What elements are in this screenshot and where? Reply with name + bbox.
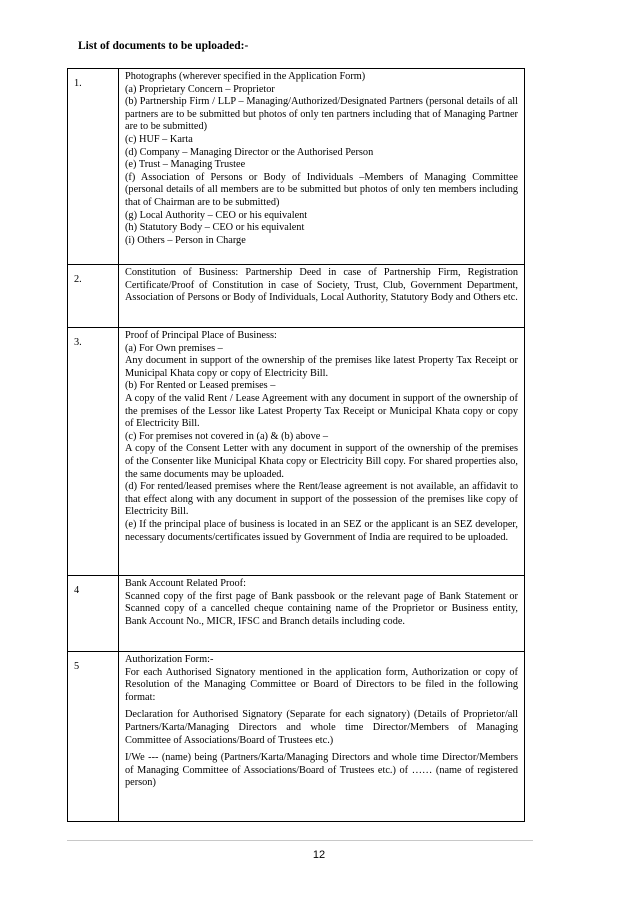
row-3-line: (b) For Rented or Leased premises – bbox=[125, 380, 276, 392]
row-1-line: Photographs (wherever specified in the Application Form) bbox=[125, 71, 366, 82]
row-1-line: (g) Local Authority – CEO or his equivalent bbox=[125, 209, 308, 221]
row-content bbox=[119, 69, 525, 265]
row-number: 1. bbox=[68, 69, 119, 265]
footer-divider bbox=[67, 840, 533, 841]
row-3-line: (c) For premises not covered in (a) & (b) above – bbox=[125, 430, 329, 442]
row-1-line: (e) Trust – Managing Trustee bbox=[125, 159, 246, 171]
table-row-5 bbox=[68, 652, 525, 822]
table-row-2 bbox=[68, 265, 525, 328]
row-1-line: (f) Association of Persons or Body of Individuals –Members of Managing Committee (personal details of all members are to be submitted but photos of only ten members including that of Chairman are to be submitted) bbox=[125, 171, 518, 208]
row-1-line: (i) Others – Person in Charge bbox=[125, 234, 246, 246]
row-1-line: (h) Statutory Body – CEO or his equivalent bbox=[125, 222, 305, 234]
document-heading: List of documents to be uploaded:- bbox=[78, 40, 249, 52]
row-3-line: (d) For rented/leased premises where the Rent/lease agreement is not available, an affidavit to that effect along with any document in support of the possession of the premises like copy of Electricity Bill. bbox=[125, 481, 518, 518]
row-1-line: (d) Company – Managing Director or the Authorised Person bbox=[125, 146, 374, 158]
table-row-3 bbox=[68, 328, 525, 576]
row-1-line: (b) Partnership Firm / LLP – Managing/Authorized/Designated Partners (personal details of all partners are to be submitted but photos of only ten partners including that of Managing Partner are to be submitted) bbox=[125, 96, 518, 133]
row-3-line: A copy of the valid Rent / Lease Agreement with any document in support of the ownership of the premises of the Lessor like Latest Property Tax Receipt or Municipal Khata copy or copy of Electricity Bill. bbox=[125, 392, 518, 430]
row-2-line: Constitution of Business: Partnership Deed in case of Partnership Firm, Registration Certificate/Proof of Constitution in case of Society, Trust, Club, Government Department, Association of Persons or Body of Individuals, Local Authority, Statutory Body and Others etc. bbox=[125, 267, 518, 304]
row-number: 4 bbox=[68, 576, 119, 652]
row-3-line: (a) For Own premises – bbox=[125, 342, 223, 354]
row-content bbox=[119, 328, 525, 576]
row-content bbox=[119, 576, 525, 652]
row-1-line: (a) Proprietary Concern – Proprietor bbox=[125, 83, 275, 95]
documents-table bbox=[67, 68, 525, 822]
table-row-1 bbox=[68, 69, 525, 265]
row-number: 5 bbox=[68, 652, 119, 822]
row-number: 3. bbox=[68, 328, 119, 576]
table-row-4 bbox=[68, 576, 525, 652]
page-number: 12 bbox=[312, 849, 326, 861]
row-content bbox=[119, 265, 525, 328]
row-4-line: Bank Account Related Proof: bbox=[125, 578, 246, 589]
row-3-line: Proof of Principal Place of Business: bbox=[125, 330, 277, 341]
row-3-line: A copy of the Consent Letter with any document in support of the ownership of the premises of the Consenter like Municipal Khata copy or Electricity Bill copy. For shared properties also, the same documents may be uploaded. bbox=[125, 443, 518, 480]
row-5-line: For each Authorised Signatory mentioned in the application form, Authorization or copy of Resolution of the Managing Committee or Board of Directors to be filed in the following format: bbox=[125, 666, 518, 703]
row-number: 2. bbox=[68, 265, 119, 328]
row-4-line: Scanned copy of the first page of Bank passbook or the relevant page of Bank Statement or Scanned copy of a cancelled cheque containing name of the Proprietor or Business entity, Bank Account No., MICR, IFSC and Branch details including code. bbox=[125, 590, 518, 627]
row-5-line: Declaration for Authorised Signatory (Separate for each signatory) (Details of Proprietor/all Partners/Karta/Managing Directors and whole time Director/Members of Managing Committee of Associations/Board of Trustees etc.) bbox=[125, 709, 518, 746]
row-5-line: Authorization Form:- bbox=[125, 654, 214, 665]
row-1-line: (c) HUF – Karta bbox=[125, 133, 193, 145]
row-content bbox=[119, 652, 525, 822]
row-5-line: I/We --- (name) being (Partners/Karta/Managing Directors and whole time Director/Members of Managing Committee of Associations/Board of Trustees etc.) of …… (name of registered person) bbox=[125, 752, 518, 789]
row-3-line: Any document in support of the ownership of the premises like latest Property Tax Receipt or Municipal Khata copy or copy of Electricity Bill. bbox=[125, 355, 518, 379]
row-3-line: (e) If the principal place of business is located in an SEZ or the applicant is an SEZ developer, necessary documents/certificates issued by Government of India are required to be uploaded. bbox=[125, 518, 518, 543]
